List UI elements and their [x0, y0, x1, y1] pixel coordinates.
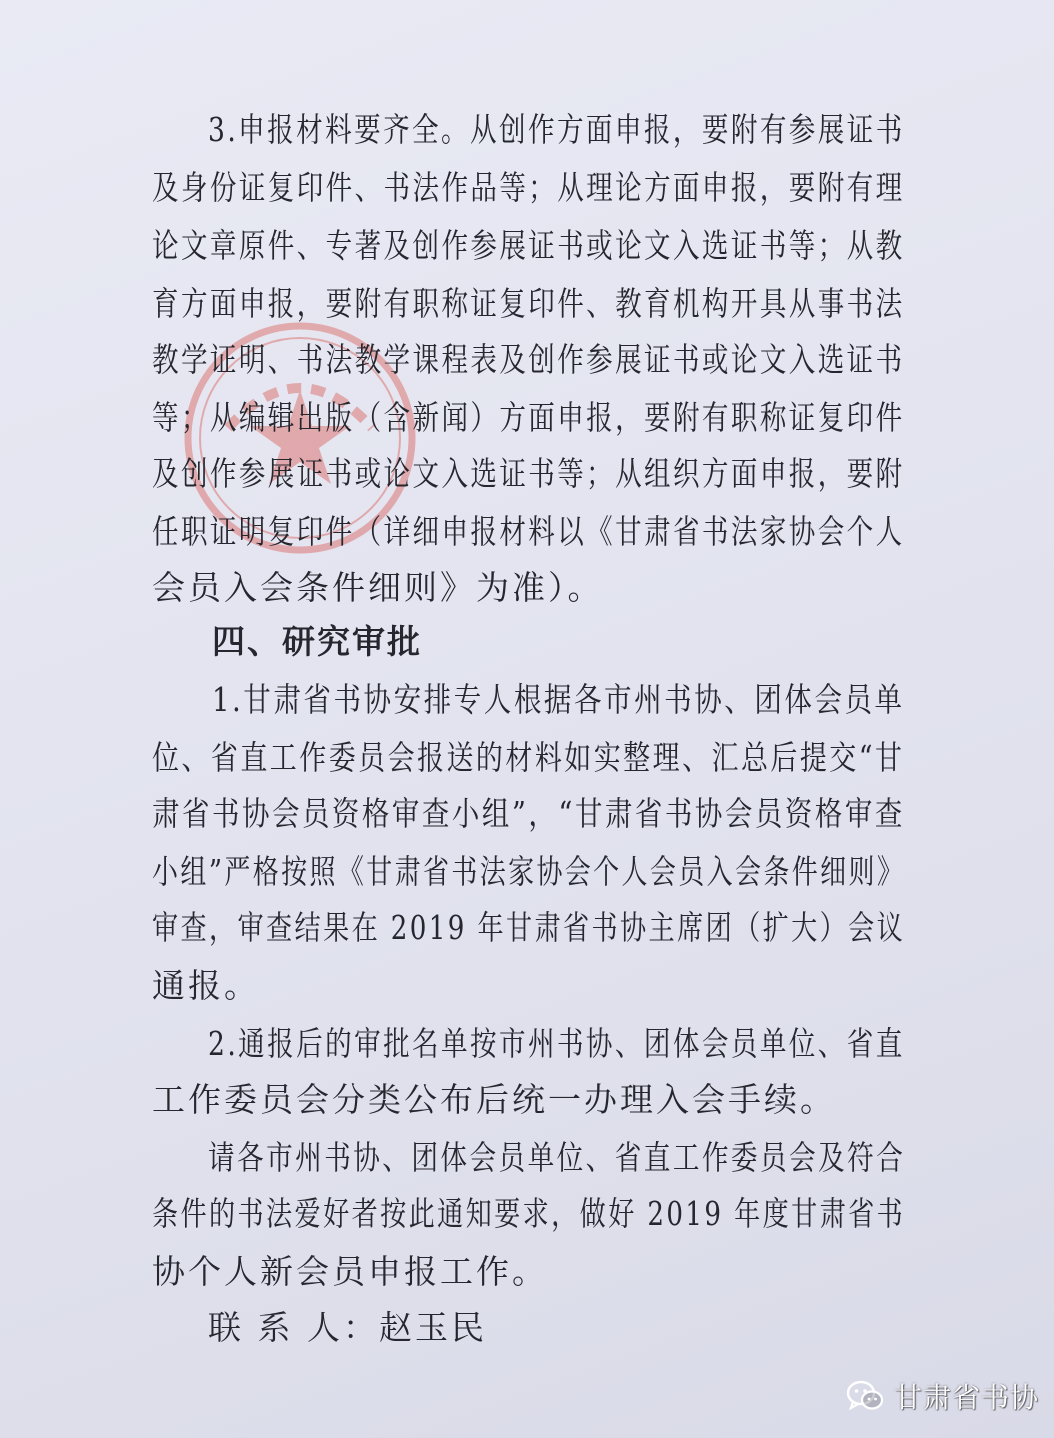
request-line-2: 条件的书法爱好者按此通知要求，做好 2019 年度甘肃省书 [152, 1194, 906, 1233]
materials-line-7: 及创作参展证书或论文入选证书等；从组织方面申报，要附 [152, 454, 905, 493]
publish-line-2: 工作委员会分类公布后统一办理入会手续。 [152, 1080, 836, 1119]
review-line-5: 审查，审查结果在 2019 年甘肃省书协主席团（扩大）会议 [152, 908, 906, 947]
watermark-text: 甘肃省书协 [894, 1381, 1040, 1414]
materials-line-2: 及身份证复印件、书法作品等；从理论方面申报，要附有理 [152, 168, 905, 207]
wechat-watermark [846, 1374, 1039, 1418]
materials-line-6: 等；从编辑出版（含新闻）方面申报，要附有职称证复印件 [152, 398, 905, 437]
review-line-3: 肃省书协会员资格审查小组”，“甘肃省书协会员资格审查 [152, 794, 905, 833]
review-line-4: 小组”严格按照《甘肃省书法家协会个人会员入会条件细则》 [152, 852, 906, 891]
materials-line-1: 3.申报材料要齐全。从创作方面申报，要附有参展证书 [208, 110, 905, 149]
materials-line-3: 论文章原件、专著及创作参展证书或论文入选证书等；从教 [152, 226, 905, 265]
review-line-6: 通报。 [152, 966, 260, 1005]
request-line-3: 协个人新会员申报工作。 [152, 1252, 548, 1291]
materials-line-9: 会员入会条件细则》为准）。 [152, 568, 604, 607]
section-heading: 四、研究审批 [212, 622, 422, 661]
request-line-1: 请各市州书协、团体会员单位、省直工作委员会及符合 [208, 1138, 906, 1177]
wechat-icon [846, 1379, 884, 1413]
materials-line-4: 育方面申报，要附有职称证复印件、教育机构开具从事书法 [152, 284, 905, 323]
materials-line-5: 教学证明、书法教学课程表及创作参展证书或论文入选证书 [152, 340, 905, 379]
contact-person: 联 系 人：赵玉民 [208, 1308, 487, 1347]
review-line-2: 位、省直工作委员会报送的材料如实整理、汇总后提交“甘 [152, 738, 905, 777]
publish-line-1: 2.通报后的审批名单按市州书协、团体会员单位、省直 [208, 1024, 905, 1063]
materials-line-8: 任职证明复印件（详细申报材料以《甘肃省书法家协会个人 [152, 512, 905, 551]
review-line-1: 1.甘肃省书协安排专人根据各市州书协、团体会员单 [212, 680, 905, 719]
